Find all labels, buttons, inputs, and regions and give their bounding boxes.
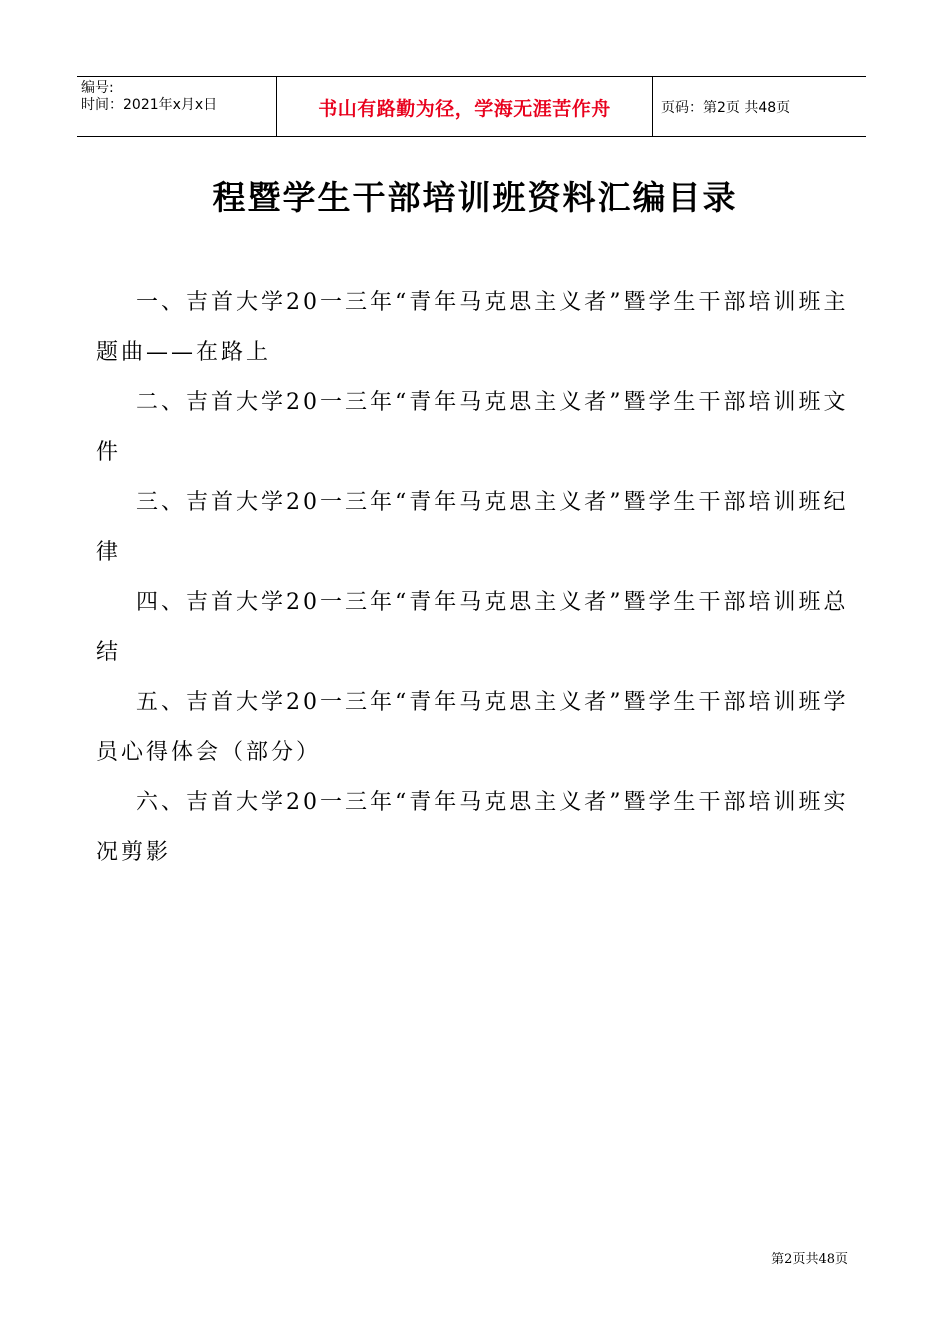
header-page-info: 页码：第2页 共48页 xyxy=(661,99,791,116)
page-footer xyxy=(771,1248,848,1267)
header-page-cell xyxy=(653,77,866,136)
toc-item: 二、吉首大学20一三年“青年马克思主义者”暨学生干部培训班文件 xyxy=(96,390,849,465)
toc-item: 一、吉首大学20一三年“青年马克思主义者”暨学生干部培训班主题曲——在路上 xyxy=(96,290,849,365)
header-motto: 书山有路勤为径，学海无涯苦作舟 xyxy=(318,98,611,120)
document-date: 时间：2021年x月x日 xyxy=(81,97,218,113)
footer-page-info: 第2页共48页 xyxy=(771,1252,848,1267)
toc-item: 四、吉首大学20一三年“青年马克思主义者”暨学生干部培训班总结 xyxy=(96,590,849,665)
header-motto-cell xyxy=(277,77,653,136)
header-meta-cell xyxy=(77,77,277,136)
toc-item: 三、吉首大学20一三年“青年马克思主义者”暨学生干部培训班纪律 xyxy=(96,490,849,565)
toc-item: 六、吉首大学20一三年“青年马克思主义者”暨学生干部培训班实况剪影 xyxy=(96,790,849,865)
document-number-label: 编号: xyxy=(81,80,114,96)
page-header xyxy=(77,76,866,137)
document-title: 程暨学生干部培训班资料汇编目录 xyxy=(212,178,738,217)
table-of-contents xyxy=(96,278,856,878)
toc-item: 五、吉首大学20一三年“青年马克思主义者”暨学生干部培训班学员心得体会（部分） xyxy=(96,690,849,765)
